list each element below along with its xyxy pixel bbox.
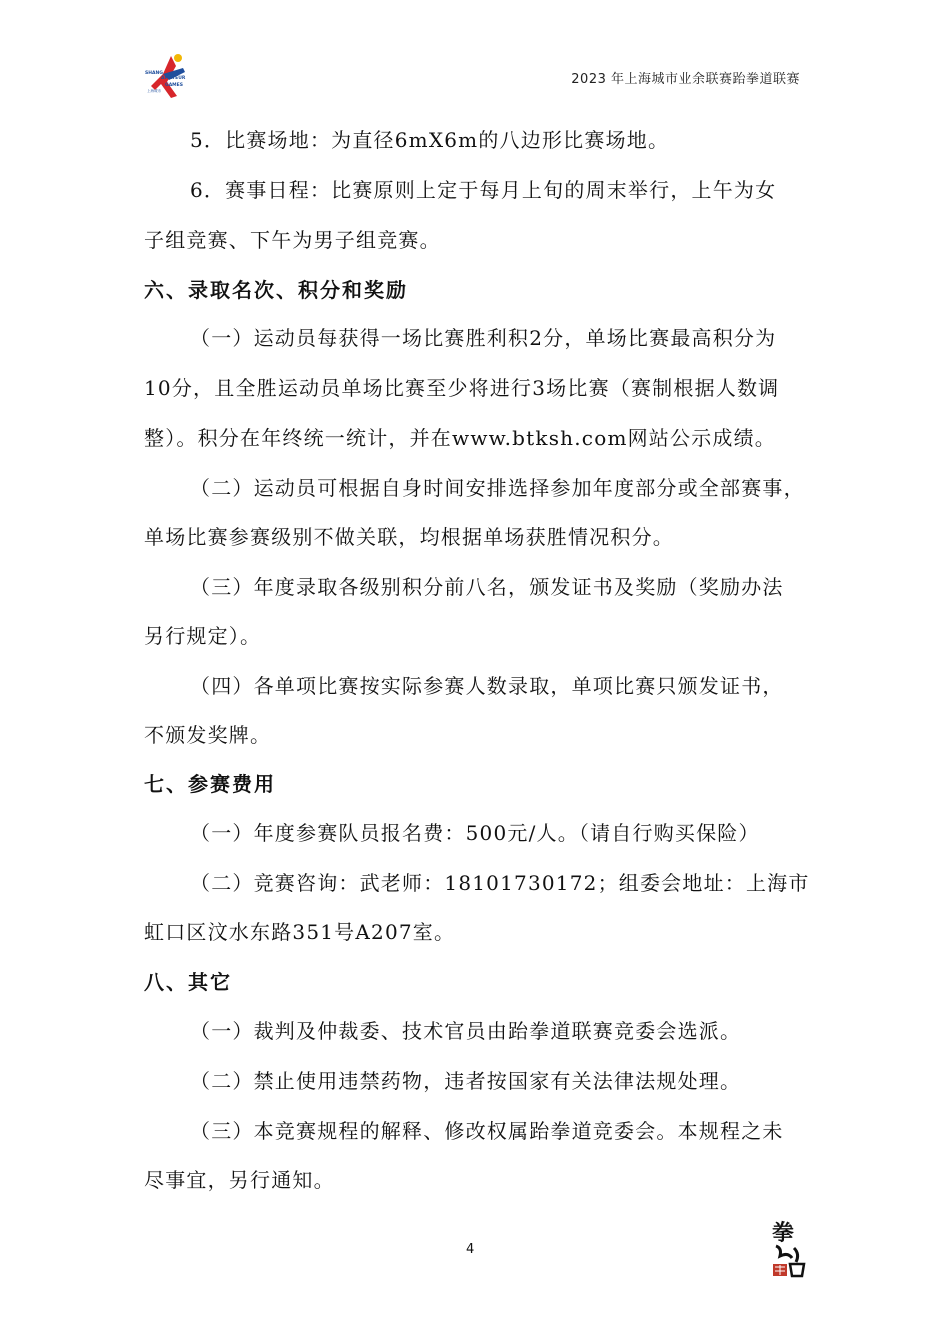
paragraph-line: （二）禁止使用违禁药物，违者按国家有关法律法规处理。	[190, 1069, 742, 1093]
paragraph-line: （二）竞赛咨询：武老师：18101730172；组委会地址：上海市	[190, 871, 810, 895]
paragraph-line: 不颁发奖牌。	[144, 723, 272, 747]
paragraph-line: 5．比赛场地：为直径6mX6m的八边形比赛场地。	[190, 128, 670, 152]
paragraph-line: （四）各单项比赛按实际参赛人数录取，单项比赛只颁发证书，	[190, 674, 784, 698]
svg-text:GAMES: GAMES	[165, 83, 183, 88]
svg-text:上海城市: 上海城市	[147, 89, 161, 93]
paragraph-line: 另行规定）。	[144, 624, 262, 648]
svg-text:拳: 拳	[772, 1220, 795, 1246]
paragraph-line: （三）本竞赛规程的解释、修改权属跆拳道竞委会。本规程之未	[190, 1119, 784, 1143]
page-number: 4	[466, 1242, 475, 1257]
paragraph-line: （二）运动员可根据自身时间安排选择参加年度部分或全部赛事，	[190, 476, 805, 500]
paragraph-line: 虹口区汶水东路351号A207室。	[144, 920, 456, 944]
section-heading: 六、录取名次、积分和奖励	[144, 278, 408, 302]
paragraph-line: 单场比赛参赛级别不做关联，均根据单场获胜情况积分。	[144, 525, 674, 549]
calligraphy-seal-icon	[770, 1218, 806, 1280]
games-logo	[143, 52, 201, 102]
paragraph-line: 尽事宜，另行通知。	[144, 1168, 335, 1192]
section-heading: 八、其它	[144, 970, 232, 994]
paragraph-line: （一）裁判及仲裁委、技术官员由跆拳道联赛竞委会选派。	[190, 1019, 742, 1043]
svg-text:SHANG: SHANG	[145, 71, 163, 76]
paragraph-line: 6．赛事日程：比赛原则上定于每月上旬的周末举行，上午为女	[190, 178, 777, 202]
paragraph-line: （一）年度参赛队员报名费：500元/人。（请自行购买保险）	[190, 821, 760, 845]
svg-text:AMATEUR: AMATEUR	[161, 76, 186, 81]
paragraph-line: 子组竞赛、下午为男子组竞赛。	[144, 228, 441, 252]
paragraph-line: 10分，且全胜运动员单场比赛至少将进行3场比赛（赛制根据人数调	[144, 376, 780, 400]
header-title: 2023 年上海城市业余联赛跆拳道联赛	[571, 72, 800, 87]
paragraph-line: （一）运动员每获得一场比赛胜利积2分，单场比赛最高积分为	[190, 326, 777, 350]
section-heading: 七、参赛费用	[144, 772, 276, 796]
paragraph-line: （三）年度录取各级别积分前八名，颁发证书及奖励（奖励办法	[190, 575, 784, 599]
paragraph-line: 整）。积分在年终统一统计，并在www.btksh.com网站公示成绩。	[144, 426, 777, 450]
